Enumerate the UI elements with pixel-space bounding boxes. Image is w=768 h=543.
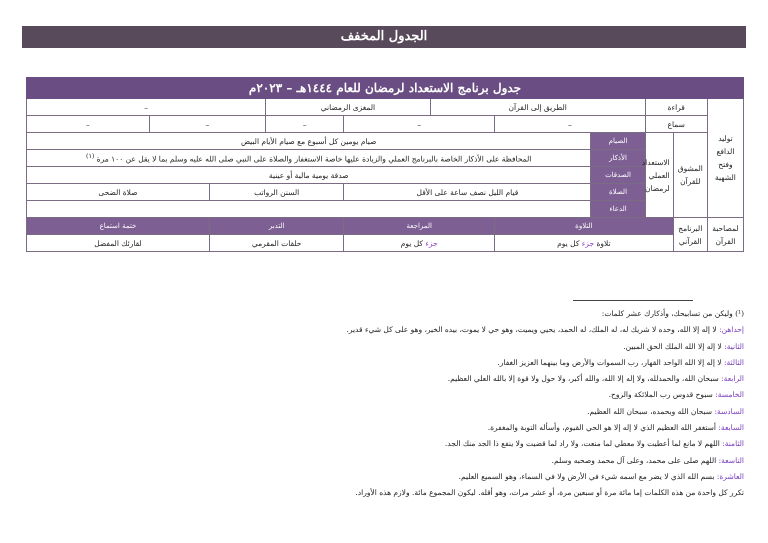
header-review: المراجعة [344,218,495,235]
page-banner: الجدول المخفف [22,26,746,48]
adhkar-row [27,150,744,167]
tilawa-suffix: كل يوم [557,238,582,248]
footnote-item [24,404,744,420]
footnote-intro: (¹) وليكن من تسابيحك، وأذكارك عشر كلمات: [601,309,744,318]
companion-values-row [27,235,744,252]
reading-cell-2: المغزى الرمضاني [266,99,431,116]
footnote-text: سبحان الله، والحمدلله، ولا إله إلا الله، والله أكبر، ولا حول ولا قوة إلا بالله العلي العظيم. [447,374,722,384]
footnote-label: العاشرة: [716,471,744,481]
footnote-item [24,387,744,403]
khatma-value: لقارئك المفضل [27,235,210,252]
footnote-text: اللهم لا مانع لما أعطيت ولا معطي لما منعت، ولا راد لما قضيت ولا ينفع ذا الجد منك الجد. [444,439,723,449]
listening-cell-5: – [27,116,150,133]
footnote-item [24,469,744,485]
adhkar-footnote-ref: (١) [86,152,95,160]
listening-cell-4: – [149,116,265,133]
fasting-text: صيام يومين كل أسبوع مع صيام الأيام البيض [27,133,591,150]
reading-label: قراءة [645,99,707,116]
footnote-text: اللهم صلى على محمد، وعلى آل محمد وصحبه وسلم. [551,455,719,465]
adhkar-label: الأذكار [591,150,645,167]
footnote-label: السابعة: [718,423,744,433]
footnote-text: سبحان الله وبحمده، سبحان الله العظيم. [587,406,715,416]
footnote-closing: تكرر كل واحدة من هذه الكلمات إما مائة مرة أو سبعين مرة، أو عشر مرات، وهو أقله. ليكون المجموع مائة. ولازم هذه الأوراد. [355,488,744,498]
prayer-sunan: السنن الرواتب [209,184,344,201]
footnote-label: السادسة: [714,406,744,416]
footnote-label: الرابعة: [721,374,744,384]
adhkar-cell [27,150,591,167]
tilawa-prefix: تلاوة [594,238,611,248]
review-suffix: كل يوم [400,238,426,248]
footnote-item [24,371,744,387]
review-accent: جزء [425,238,438,248]
program-table [26,77,744,252]
listening-row [27,116,744,133]
footnote-item [24,420,744,436]
prayer-night: قيام الليل نصف ساعة على الأقل [344,184,591,201]
fasting-row [27,133,744,150]
companion-label: لمصاحبة القرآن [707,218,743,252]
footnote-item [24,339,744,355]
fasting-label: الصيام [591,133,645,150]
footnote-label: الخامسة: [715,390,744,400]
footnote-label: التاسعة: [718,455,744,465]
reading-cell-1: الطريق إلى القرآن [430,99,645,116]
footnote-item [24,453,744,469]
reading-row [27,99,744,116]
listening-cell-1: – [495,116,646,133]
footnote-label: الثانية: [724,341,744,351]
program-label: البرنامج القرآني [673,218,707,252]
tilawa-accent: جزء [581,238,595,248]
header-khatma: ختمة استماع [27,218,210,235]
footnote-text: أستغفر الله العظيم الذي لا إله إلا هو الحي القيوم، وأسأله التوبة والمغفرة. [487,423,719,433]
tilawa-value [495,235,674,252]
longing-label: المشوق للقرآن [673,133,707,218]
footnote-label: إحداهن: [719,325,744,335]
listening-cell-2: – [344,116,495,133]
footnote-text: بسم الله الذي لا يضر مع اسمه شيء في الأرض ولا في السماء، وهو السميع العليم. [458,471,717,481]
table-title-row [27,78,744,99]
prayer-duha: صلاة الضحى [27,184,210,201]
dua-label: الدعاء [591,201,645,218]
table-title: جدول برنامج الاستعداد لرمضان للعام ١٤٤٤هـ – ٢٠٢٣م [27,78,744,99]
listening-cell-3: – [266,116,344,133]
footnotes [24,306,744,502]
adhkar-text: المحافظة على الأذكار الخاصة بالبرنامج العملي والزيادة عليها خاصة الاستغفار والصلاة على النبي صلى الله عليه وسلم بما لا يقل عن ١٠٠ مرة [96,154,532,164]
reading-cell-3: – [27,99,266,116]
footnote-text: لا إله إلا الله الملك الحق المبين. [623,341,725,351]
tadabbur-value: حلقات المقرمي [209,235,344,252]
charity-label: الصدقات [591,167,645,184]
prayer-row [27,184,744,201]
charity-row [27,167,744,184]
footnote-label: الثالثة: [723,357,744,367]
footnote-text: لا إله إلا الله الواحد القهار، رب السموات والأرض وما بينهما العزيز الغفار. [497,357,724,367]
footnote-text: سبوح قدوس رب الملائكة والروح. [608,390,716,400]
footnote-text: لا إله إلا الله، وحده لا شريك له، له الملك، له الحمد، يحيي ويميت، وهو حي لا يموت، بيده الخير، وهو على كل شيء قدير. [346,325,720,335]
footnote-item [24,355,744,371]
footnote-item [24,322,744,338]
dua-text [27,201,591,218]
companion-header-row [27,218,744,235]
header-tadabbur: التدبر [209,218,344,235]
footnote-label: الثامنة: [722,439,744,449]
charity-text: صدقة يومية مالية أو عينية [27,167,591,184]
practical-label: الاستعداد العملي لرمضان [645,133,673,218]
footnote-separator [573,300,693,301]
header-tilawa: التلاوة [495,218,674,235]
review-value [344,235,495,252]
dua-row [27,201,744,218]
listening-label: سماع [645,116,707,133]
side-label-motivation: توليد الدافع وفتح الشهية [707,99,743,218]
footnote-item [24,436,744,452]
prayer-label: الصلاة [591,184,645,201]
